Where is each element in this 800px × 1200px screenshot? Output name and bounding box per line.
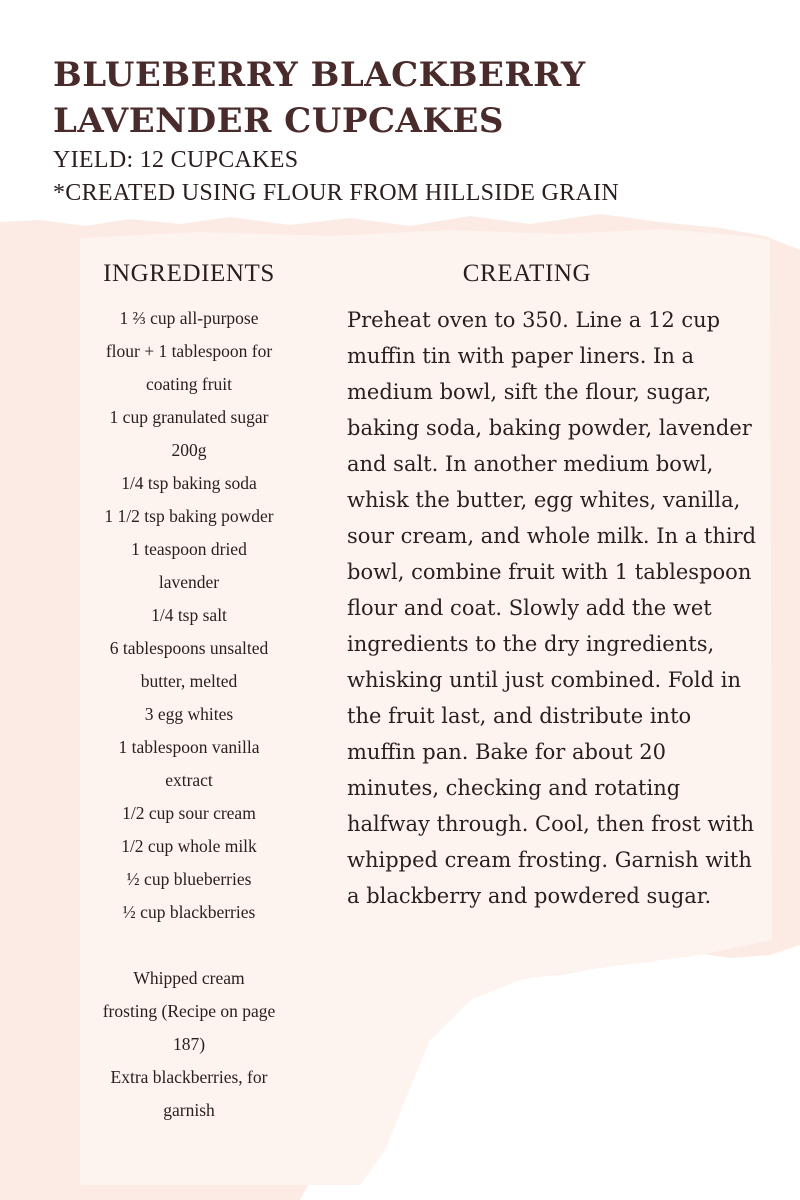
ingredient-line: butter, melted bbox=[140, 671, 238, 691]
ingredient-line: ½ cup blackberries bbox=[122, 902, 256, 922]
creating-section bbox=[347, 256, 757, 914]
ingredient-line: 6 tablespoons unsalted bbox=[109, 638, 269, 658]
ingredients-list bbox=[80, 302, 298, 1127]
ingredient-line: lavender bbox=[158, 572, 220, 592]
recipe-title: BLUEBERRY BLACKBERRY LAVENDER CUPCAKES bbox=[53, 55, 586, 141]
ingredient-line: 1 1/2 tsp baking powder bbox=[104, 506, 274, 526]
ingredient-spacer bbox=[80, 929, 298, 962]
ingredient-line: coating fruit bbox=[145, 374, 232, 394]
creating-heading: CREATING bbox=[462, 260, 592, 287]
ingredient-line: 200g bbox=[171, 440, 207, 460]
ingredient-line: garnish bbox=[163, 1100, 215, 1120]
ingredient-line: ½ cup blueberries bbox=[126, 869, 252, 889]
ingredient-line: 1 ⅔ cup all-purpose bbox=[119, 308, 259, 328]
ingredient-line: 1 cup granulated sugar bbox=[109, 407, 269, 427]
ingredients-section bbox=[80, 256, 298, 1127]
ingredient-line: 1/2 cup sour cream bbox=[122, 803, 256, 823]
ingredient-line: 3 egg whites bbox=[144, 704, 234, 724]
creating-instructions: Preheat oven to 350. Line a 12 cup muffin tin with paper liners. In a medium bowl, sift the flour, sugar, baking soda, baking powder, lavender and salt. In another medium bowl, whisk the butter, egg whites, vanilla, sour cream, and whole milk. In a third bowl, combine fruit with 1 tablespoon flour and coat. Slowly add the wet ingredients to the dry ingredients, whisking until just combined. Fold in the fruit last, and distribute into muffin pan. Bake for about 20 minutes, checking and rotating halfway through. Cool, then frost with whipped cream frosting. Garnish with a blackberry and powdered sugar. bbox=[347, 308, 757, 908]
ingredient-line: 187) bbox=[172, 1034, 206, 1054]
ingredient-line: 1/2 cup whole milk bbox=[121, 836, 257, 856]
ingredient-line: 1 teaspoon dried bbox=[131, 539, 247, 559]
ingredient-line: 1/4 tsp salt bbox=[151, 605, 227, 625]
ingredient-line: flour + 1 tablespoon for bbox=[105, 341, 273, 361]
ingredient-line: extract bbox=[165, 770, 213, 790]
ingredient-line: Whipped cream bbox=[133, 968, 245, 988]
ingredient-line: 1 tablespoon vanilla bbox=[118, 737, 260, 757]
recipe-yield: YIELD: 12 CUPCAKES bbox=[53, 147, 299, 173]
ingredient-line: 1/4 tsp baking soda bbox=[121, 473, 257, 493]
ingredients-heading: INGREDIENTS bbox=[103, 260, 275, 287]
ingredient-line: frosting (Recipe on page bbox=[102, 1001, 276, 1021]
recipe-header bbox=[53, 52, 753, 210]
ingredient-line: Extra blackberries, for bbox=[110, 1067, 268, 1087]
recipe-flour-note: *CREATED USING FLOUR FROM HILLSIDE GRAIN bbox=[53, 180, 620, 206]
